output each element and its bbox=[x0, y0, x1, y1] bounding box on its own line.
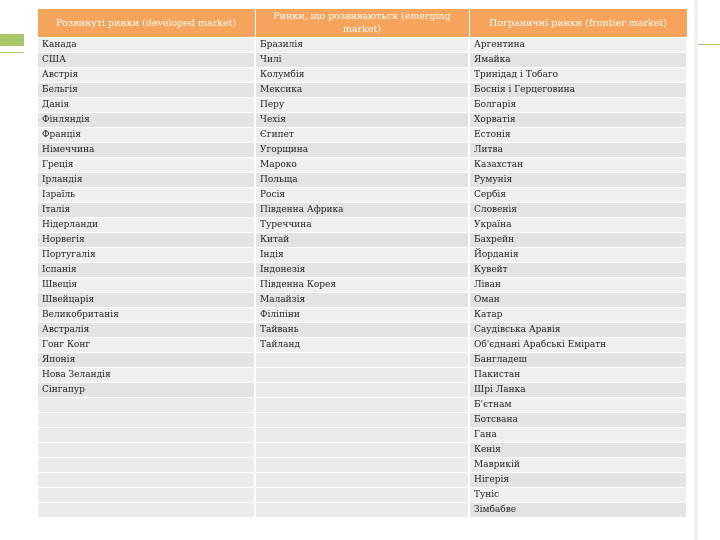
table-row bbox=[37, 503, 687, 518]
developed-market-cell: Бельгія bbox=[37, 83, 255, 98]
emerging-market-cell: Індонезія bbox=[255, 263, 469, 278]
frontier-market-cell: Б'єтнам bbox=[469, 398, 687, 413]
table-row bbox=[37, 188, 687, 203]
developed-market-cell: США bbox=[37, 53, 255, 68]
frontier-market-cell: Саудівська Аравія bbox=[469, 323, 687, 338]
developed-market-cell: Італія bbox=[37, 203, 255, 218]
developed-market-cell: Фінляндія bbox=[37, 113, 255, 128]
table-row bbox=[37, 83, 687, 98]
frontier-market-cell: Пакистан bbox=[469, 368, 687, 383]
emerging-market-cell: Бразилія bbox=[255, 38, 469, 53]
emerging-market-cell: Південна Африка bbox=[255, 203, 469, 218]
frontier-market-cell: Бахрейн bbox=[469, 233, 687, 248]
table-row bbox=[37, 473, 687, 488]
developed-market-cell: Іспанія bbox=[37, 263, 255, 278]
table-row bbox=[37, 68, 687, 83]
developed-market-cell: Франція bbox=[37, 128, 255, 143]
frontier-market-cell: Боснія і Герцеговина bbox=[469, 83, 687, 98]
developed-market-cell bbox=[37, 458, 255, 473]
emerging-market-cell bbox=[255, 503, 469, 518]
frontier-market-cell: Ліван bbox=[469, 278, 687, 293]
emerging-market-cell: Тайланд bbox=[255, 338, 469, 353]
frontier-market-cell: Тринідад і Тобаго bbox=[469, 68, 687, 83]
emerging-market-cell: Чилі bbox=[255, 53, 469, 68]
table-row bbox=[37, 338, 687, 353]
header-frontier: Пограничні ринки (frontier market) bbox=[469, 9, 687, 38]
developed-market-cell: Німеччина bbox=[37, 143, 255, 158]
emerging-market-cell bbox=[255, 428, 469, 443]
developed-market-cell: Великобританія bbox=[37, 308, 255, 323]
emerging-market-cell: Єгипет bbox=[255, 128, 469, 143]
table-row bbox=[37, 173, 687, 188]
developed-market-cell: Австрія bbox=[37, 68, 255, 83]
developed-market-cell: Канада bbox=[37, 38, 255, 53]
frontier-market-cell: Зімбабве bbox=[469, 503, 687, 518]
table-row bbox=[37, 383, 687, 398]
table-row bbox=[37, 488, 687, 503]
emerging-market-cell: Перу bbox=[255, 98, 469, 113]
table-row bbox=[37, 158, 687, 173]
emerging-market-cell: Мароко bbox=[255, 158, 469, 173]
developed-market-cell bbox=[37, 473, 255, 488]
table-row bbox=[37, 143, 687, 158]
frontier-market-cell: Аргентина bbox=[469, 38, 687, 53]
developed-market-cell: Японія bbox=[37, 353, 255, 368]
right-edge-strip bbox=[694, 0, 698, 540]
developed-market-cell: Швеція bbox=[37, 278, 255, 293]
table-row bbox=[37, 98, 687, 113]
table-row bbox=[37, 53, 687, 68]
table-row bbox=[37, 113, 687, 128]
table-row bbox=[37, 203, 687, 218]
table-row bbox=[37, 353, 687, 368]
frontier-market-cell: Катар bbox=[469, 308, 687, 323]
frontier-market-cell: Оман bbox=[469, 293, 687, 308]
table-row bbox=[37, 413, 687, 428]
developed-market-cell bbox=[37, 428, 255, 443]
frontier-market-cell: Україна bbox=[469, 218, 687, 233]
developed-market-cell: Данія bbox=[37, 98, 255, 113]
emerging-market-cell: Туреччина bbox=[255, 218, 469, 233]
decorative-green-bar bbox=[0, 34, 24, 46]
frontier-market-cell: Кувейт bbox=[469, 263, 687, 278]
emerging-market-cell: Польща bbox=[255, 173, 469, 188]
developed-market-cell: Гонг Конг bbox=[37, 338, 255, 353]
table-row bbox=[37, 458, 687, 473]
emerging-market-cell bbox=[255, 458, 469, 473]
frontier-market-cell: Шрі Ланка bbox=[469, 383, 687, 398]
frontier-market-cell: Йорданія bbox=[469, 248, 687, 263]
developed-market-cell: Австралія bbox=[37, 323, 255, 338]
frontier-market-cell: Гана bbox=[469, 428, 687, 443]
developed-market-cell bbox=[37, 398, 255, 413]
emerging-market-cell: Мексика bbox=[255, 83, 469, 98]
table-row bbox=[37, 38, 687, 53]
emerging-market-cell: Колумбія bbox=[255, 68, 469, 83]
frontier-market-cell: Нігерія bbox=[469, 473, 687, 488]
developed-market-cell bbox=[37, 503, 255, 518]
emerging-market-cell bbox=[255, 413, 469, 428]
market-classification-table bbox=[36, 8, 688, 518]
frontier-market-cell: Словенія bbox=[469, 203, 687, 218]
table-row bbox=[37, 323, 687, 338]
developed-market-cell: Норвегія bbox=[37, 233, 255, 248]
emerging-market-cell: Філіпіни bbox=[255, 308, 469, 323]
emerging-market-cell: Південна Корея bbox=[255, 278, 469, 293]
frontier-market-cell: Кенія bbox=[469, 443, 687, 458]
developed-market-cell: Швейцарія bbox=[37, 293, 255, 308]
emerging-market-cell: Індія bbox=[255, 248, 469, 263]
developed-market-cell: Сінгапур bbox=[37, 383, 255, 398]
emerging-market-cell: Чехія bbox=[255, 113, 469, 128]
emerging-market-cell: Угорщина bbox=[255, 143, 469, 158]
frontier-market-cell: Естонія bbox=[469, 128, 687, 143]
table-row bbox=[37, 218, 687, 233]
emerging-market-cell bbox=[255, 383, 469, 398]
decorative-green-line bbox=[0, 52, 24, 53]
header-row bbox=[37, 9, 687, 38]
frontier-market-cell: Туніс bbox=[469, 488, 687, 503]
table-row bbox=[37, 233, 687, 248]
frontier-market-cell: Сербія bbox=[469, 188, 687, 203]
emerging-market-cell bbox=[255, 473, 469, 488]
table-row bbox=[37, 368, 687, 383]
emerging-market-cell bbox=[255, 443, 469, 458]
developed-market-cell: Португалія bbox=[37, 248, 255, 263]
emerging-market-cell: Росія bbox=[255, 188, 469, 203]
header-developed: Розвинуті ринки (developed market) bbox=[37, 9, 255, 38]
table-row bbox=[37, 443, 687, 458]
developed-market-cell: Греція bbox=[37, 158, 255, 173]
frontier-market-cell: Бангладеш bbox=[469, 353, 687, 368]
developed-market-cell: Нідерланди bbox=[37, 218, 255, 233]
table-row bbox=[37, 293, 687, 308]
emerging-market-cell bbox=[255, 488, 469, 503]
emerging-market-cell: Китай bbox=[255, 233, 469, 248]
frontier-market-cell: Об'єднані Арабські Еміратн bbox=[469, 338, 687, 353]
emerging-market-cell: Малайзія bbox=[255, 293, 469, 308]
table-row bbox=[37, 308, 687, 323]
table-body bbox=[37, 38, 687, 518]
emerging-market-cell: Тайвань bbox=[255, 323, 469, 338]
frontier-market-cell: Маврикій bbox=[469, 458, 687, 473]
header-emerging: Ринки, що розвиваються (emerging market) bbox=[255, 9, 469, 38]
developed-market-cell: Нова Зеландія bbox=[37, 368, 255, 383]
frontier-market-cell: Казахстан bbox=[469, 158, 687, 173]
table-row bbox=[37, 428, 687, 443]
developed-market-cell: Ірландія bbox=[37, 173, 255, 188]
table-row bbox=[37, 278, 687, 293]
frontier-market-cell: Литва bbox=[469, 143, 687, 158]
table-row bbox=[37, 398, 687, 413]
frontier-market-cell: Ямайка bbox=[469, 53, 687, 68]
table-row bbox=[37, 128, 687, 143]
developed-market-cell bbox=[37, 413, 255, 428]
emerging-market-cell bbox=[255, 368, 469, 383]
emerging-market-cell bbox=[255, 398, 469, 413]
frontier-market-cell: Румунія bbox=[469, 173, 687, 188]
developed-market-cell: Ізраїль bbox=[37, 188, 255, 203]
table-row bbox=[37, 263, 687, 278]
developed-market-cell bbox=[37, 488, 255, 503]
frontier-market-cell: Болгарія bbox=[469, 98, 687, 113]
developed-market-cell bbox=[37, 443, 255, 458]
table-row bbox=[37, 248, 687, 263]
frontier-market-cell: Ботсвана bbox=[469, 413, 687, 428]
emerging-market-cell bbox=[255, 353, 469, 368]
frontier-market-cell: Хорватія bbox=[469, 113, 687, 128]
